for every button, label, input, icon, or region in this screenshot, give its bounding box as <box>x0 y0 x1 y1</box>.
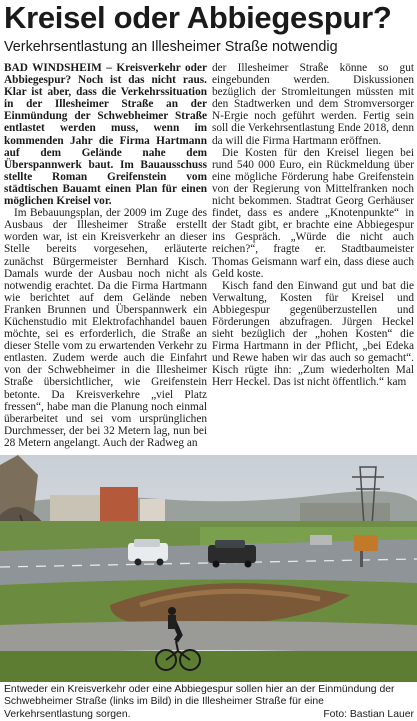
article-dateline: BAD WINDSHEIM – <box>4 62 117 74</box>
article-paragraph-part: Im Bebauungsplan, der 2009 im Zuge des Ausbaus der Illesheimer Straße erstellt worden war, ist ein Kreisverkehr an dieser Stelle bereits vorgesehen, erläuterte zunächst Bürgermeister Bernhard Kisch. Damals wurde der Ausbau noch nicht als notwendig erachtet. Da die Firma Hartmann wie berichtet auf dem Gelände neben Franken Brunnen und Überspannwerk ein Küchenstudio mit Elektrofachhandel bauen möchte, sei es erforderlich, die Straße an dieser Stelle vom zu erwartenden Verkehr zu entlasten. Zudem werde auch die Einfahrt von der Schwebheimer in die Illesheimer Straße übersichtlicher, wie Greifenstein betonte. Da Kreisverkehre „viel Platz fressen“, habe man die Planung noch einmal überarbeitet und sei vom ursprünglichen Durchmesser, der bei 32 Metern lag, nun bei 28 Metern angelangt. Auch der Radweg an <box>4 207 207 449</box>
photo-credit: Foto: Bastian Lauer <box>323 708 414 720</box>
article-headline: Kreisel oder Abbiegespur? <box>4 0 392 35</box>
article-lead-text: Kreisverkehr oder Abbiegespur? Noch ist das nicht raus. Klar ist aber, dass die Verkehrssituation in der Illesheimer Straße an der Einmündung der Schwebheimer Straße entlastet werden muss, wenn im kommenden Jahr die Firma Hartmann auf dem Gelände nahe dem Überspannwerk baut. Im Bauausschuss stellte Roman Greifenstein vom städtischen Bauamt einen Plan für einen möglichen Kreisel vor. <box>4 62 207 208</box>
photo-road-junction <box>0 455 417 682</box>
article-column-right <box>212 62 414 389</box>
photo-caption <box>4 684 414 721</box>
article-photo <box>0 455 417 682</box>
article-paragraph: der Illesheimer Straße könne so gut eingebunden werden. Diskussionen bezüglich der Stromleitungen müssten mit den Stadtwerken und dem Stromversorger N-Ergie noch geführt werden. Fertig sein soll die Verkehrsentlastung Ende 2018, denn da will die Firma Hartmann eröffnen. <box>212 62 414 147</box>
article-paragraph: Kisch fand den Einwand gut und bat die Verwaltung, Kosten für Kreisel und Abbiegespur gegenüberzustellen und Förderungen abzufragen. Jürgen Heckel sieht bezüglich der „hohen Kosten“ die Firma Hartmann in der Pflicht, „bei Edeka und Rewe haben wir das auch so gemacht“. Kisch rügte ihn: „Zum wiederholten Mal Herr Heckel. Das ist nicht öffentlich.“ kam <box>212 279 414 389</box>
article-subheadline: Verkehrsentlastung an Illesheimer Straße notwendig <box>4 39 338 55</box>
article-paragraph: Die Kosten für den Kreisel liegen bei rund 540 000 Euro, ein Rückmeldung über eine mögliche Förderung habe Greifenstein von der Regierung von Mittelfranken noch nicht bekommen. Stadtrat Georg Gerhäuser findet, dass es andere „Knotenpunkte“ in der Stadt gibt, er brachte eine Abbiegespur ins Gespräch. „Würde die nicht auch reichen?“, fragte er. Stadtbaumeister Thomas Geismann warf ein, dass diese auch Geld koste. <box>212 146 414 280</box>
article-lead-paragraph <box>4 62 207 207</box>
photo-caption-text: Entweder ein Kreisverkehr oder eine Abbiegespur sollen hier an der Einmündung der Schwebheimer Straße (links im Bild) in die Illesheimer Straße für eine Verkehrsentlastung sorgen. <box>4 684 395 720</box>
article-column-left <box>4 62 207 449</box>
